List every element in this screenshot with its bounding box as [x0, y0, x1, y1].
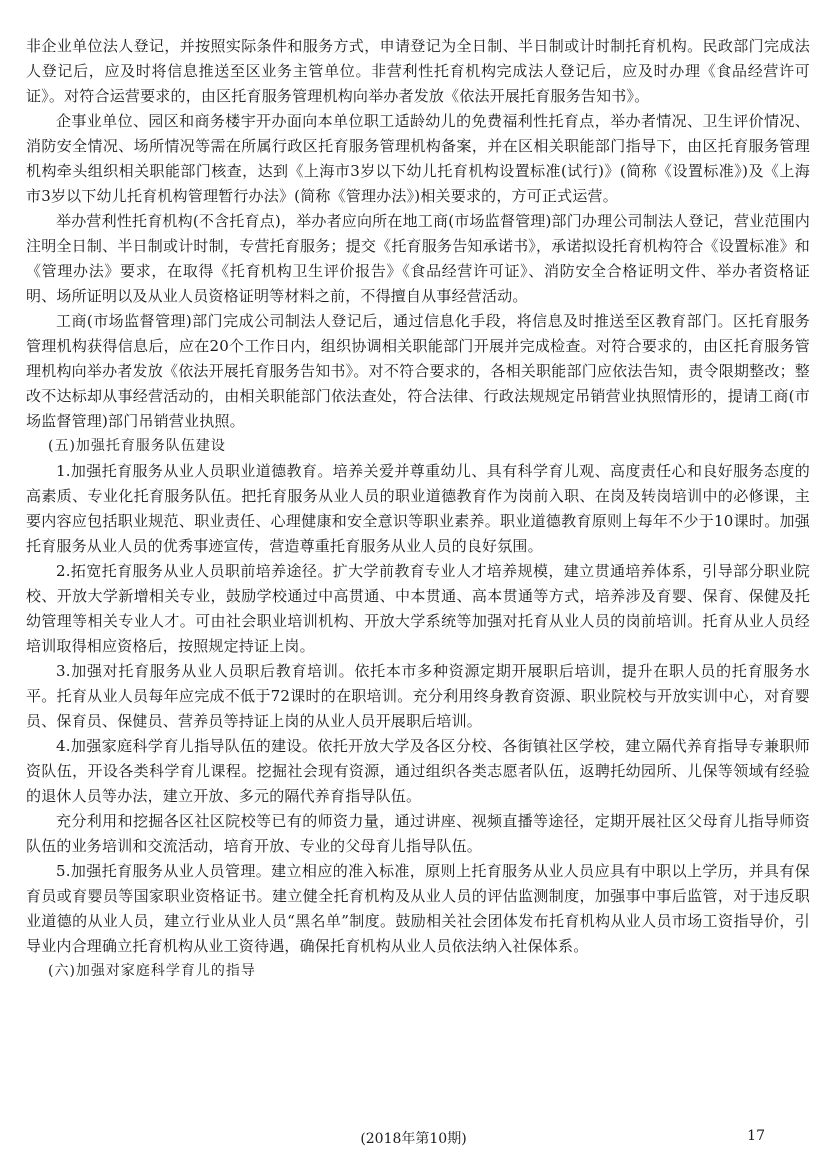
- section-heading-workforce: (五)加强托育服务队伍建设: [48, 438, 226, 454]
- paragraph-item-1-ethics: 1.加强托育服务从业人员职业道德教育。培养关爱并尊重幼儿、具有科学育儿观、高度责任心和良好服务态度的高素质、专业化托育服务队伍。把托育服务从业人员的职业道德教育作为岗前入职、在岗及转岗培训中的必修课，主要内容应包括职业规范、职业责任、心理健康和安全意识等职业素养。职业道德教育原则上每年不少于10课时。加强托育服务从业人员的优秀事迹宣传，营造尊重托育服务从业人员的良好氛围。: [26, 462, 810, 555]
- paragraph-continued: 非企业单位法人登记，并按照实际条件和服务方式，申请登记为全日制、半日制或计时制托育机构。民政部门完成法人登记后，应及时将信息推送至区业务主管单位。非营利性托育机构完成法人登记后，应及时办理《食品经营许可证》。对符合运营要求的，由区托育服务管理机构向举办者发放《依法开展托育服务告知书》。: [26, 37, 810, 105]
- paragraph-item-2-pre-service: 2.拓宽托育服务从业人员职前培养途径。扩大学前教育专业人才培养规模，建立贯通培养体系，引导部分职业院校、开放大学新增相关专业，鼓励学校通过中高贯通、中本贯通、高本贯通等方式，培养涉及育婴、保育、保健及托幼管理等相关专业人才。可由社会职业培训机构、开放大学系统等加强对托育从业人员的岗前培训。托育从业人员经培训取得相应资格后，按照规定持证上岗。: [26, 562, 810, 655]
- paragraph-item-4-family-guidance: 4.加强家庭科学育儿指导队伍的建设。依托开放大学及各区分校、各街镇社区学校，建立隔代养育指导专兼职师资队伍，开设各类科学育儿课程。挖掘社会现有资源，通过组织各类志愿者队伍，返聘托幼园所、儿保等领域有经验的退休人员等办法，建立开放、多元的隔代养育指导队伍。: [26, 737, 810, 805]
- paragraph-item-3-in-service: 3.加强对托育服务从业人员职后教育培训。依托本市多种资源定期开展职后培训，提升在职人员的托育服务水平。托育从业人员每年应完成不低于72课时的在职培训。充分利用终身教育资源、职业院校与开放实训中心，对育婴员、保育员、保健员、营养员等持证上岗的从业人员开展职后培训。: [26, 662, 810, 730]
- page-footer: [0, 1128, 827, 1152]
- issue-label: (2018年第10期): [360, 1131, 467, 1147]
- section-heading-family-guidance: (六)加强对家庭科学育儿的指导: [48, 963, 256, 979]
- paragraph-workplace-care-points: 企事业单位、园区和商务楼宇开办面向本单位职工适龄幼儿的免费福利性托育点，举办者情况、卫生评价情况、消防安全情况、场所情况等需在所属行政区托育服务管理机构备案，并在区相关职能部门指导下，由区托育服务管理机构牵头组织相关职能部门核查，达到《上海市3岁以下幼儿托育机构设置标准(试行)》(简称《设置标准》)及《上海市3岁以下幼儿托育机构管理暂行办法》(简称《管理办法》)相关要求的，方可正式运营。: [26, 112, 810, 205]
- document-body: [26, 34, 810, 984]
- paragraph-community-teachers: 充分利用和挖掘各区社区院校等已有的师资力量，通过讲座、视频直播等途径，定期开展社区父母育儿指导师资队伍的业务培训和交流活动，培育开放、专业的父母育儿指导队伍。: [26, 812, 810, 855]
- page-number: 17: [747, 1128, 765, 1144]
- paragraph-for-profit-institutions: 举办营利性托育机构(不含托育点)，举办者应向所在地工商(市场监督管理)部门办理公司制法人登记，营业范围内注明全日制、半日制或计时制，专营托育服务；提交《托育服务告知承诺书》，承诺拟设托育机构符合《设置标准》和《管理办法》要求，在取得《托育机构卫生评价报告》《食品经营许可证》、消防安全合格证明文件、举办者资格证明、场所证明以及从业人员资格证明等材料之前，不得擅自从事经营活动。: [26, 212, 810, 305]
- paragraph-item-5-management: 5.加强托育服务从业人员管理。建立相应的准入标准，原则上托育服务从业人员应具有中职以上学历，并具有保育员或育婴员等国家职业资格证书。建立健全托育机构及从业人员的评估监测制度，加强事中事后监管，对于违反职业道德的从业人员，建立行业从业人员“黑名单”制度。鼓励相关社会团体发布托育机构从业人员市场工资指导价，引导业内合理确立托育机构从业工资待遇，确保托育机构从业人员依法纳入社保体系。: [26, 862, 810, 955]
- paragraph-registration-inspection: 工商(市场监督管理)部门完成公司制法人登记后，通过信息化手段，将信息及时推送至区教育部门。区托育服务管理机构获得信息后，应在20个工作日内，组织协调相关职能部门开展并完成检查。对符合要求的，由区托育服务管理机构向举办者发放《依法开展托育服务告知书》。对不符合要求的，各相关职能部门应依法告知，责令限期整改；整改不达标却从事经营活动的，由相关职能部门依法查处，符合法律、行政法规规定吊销营业执照情形的，提请工商(市场监督管理)部门吊销营业执照。: [26, 312, 810, 430]
